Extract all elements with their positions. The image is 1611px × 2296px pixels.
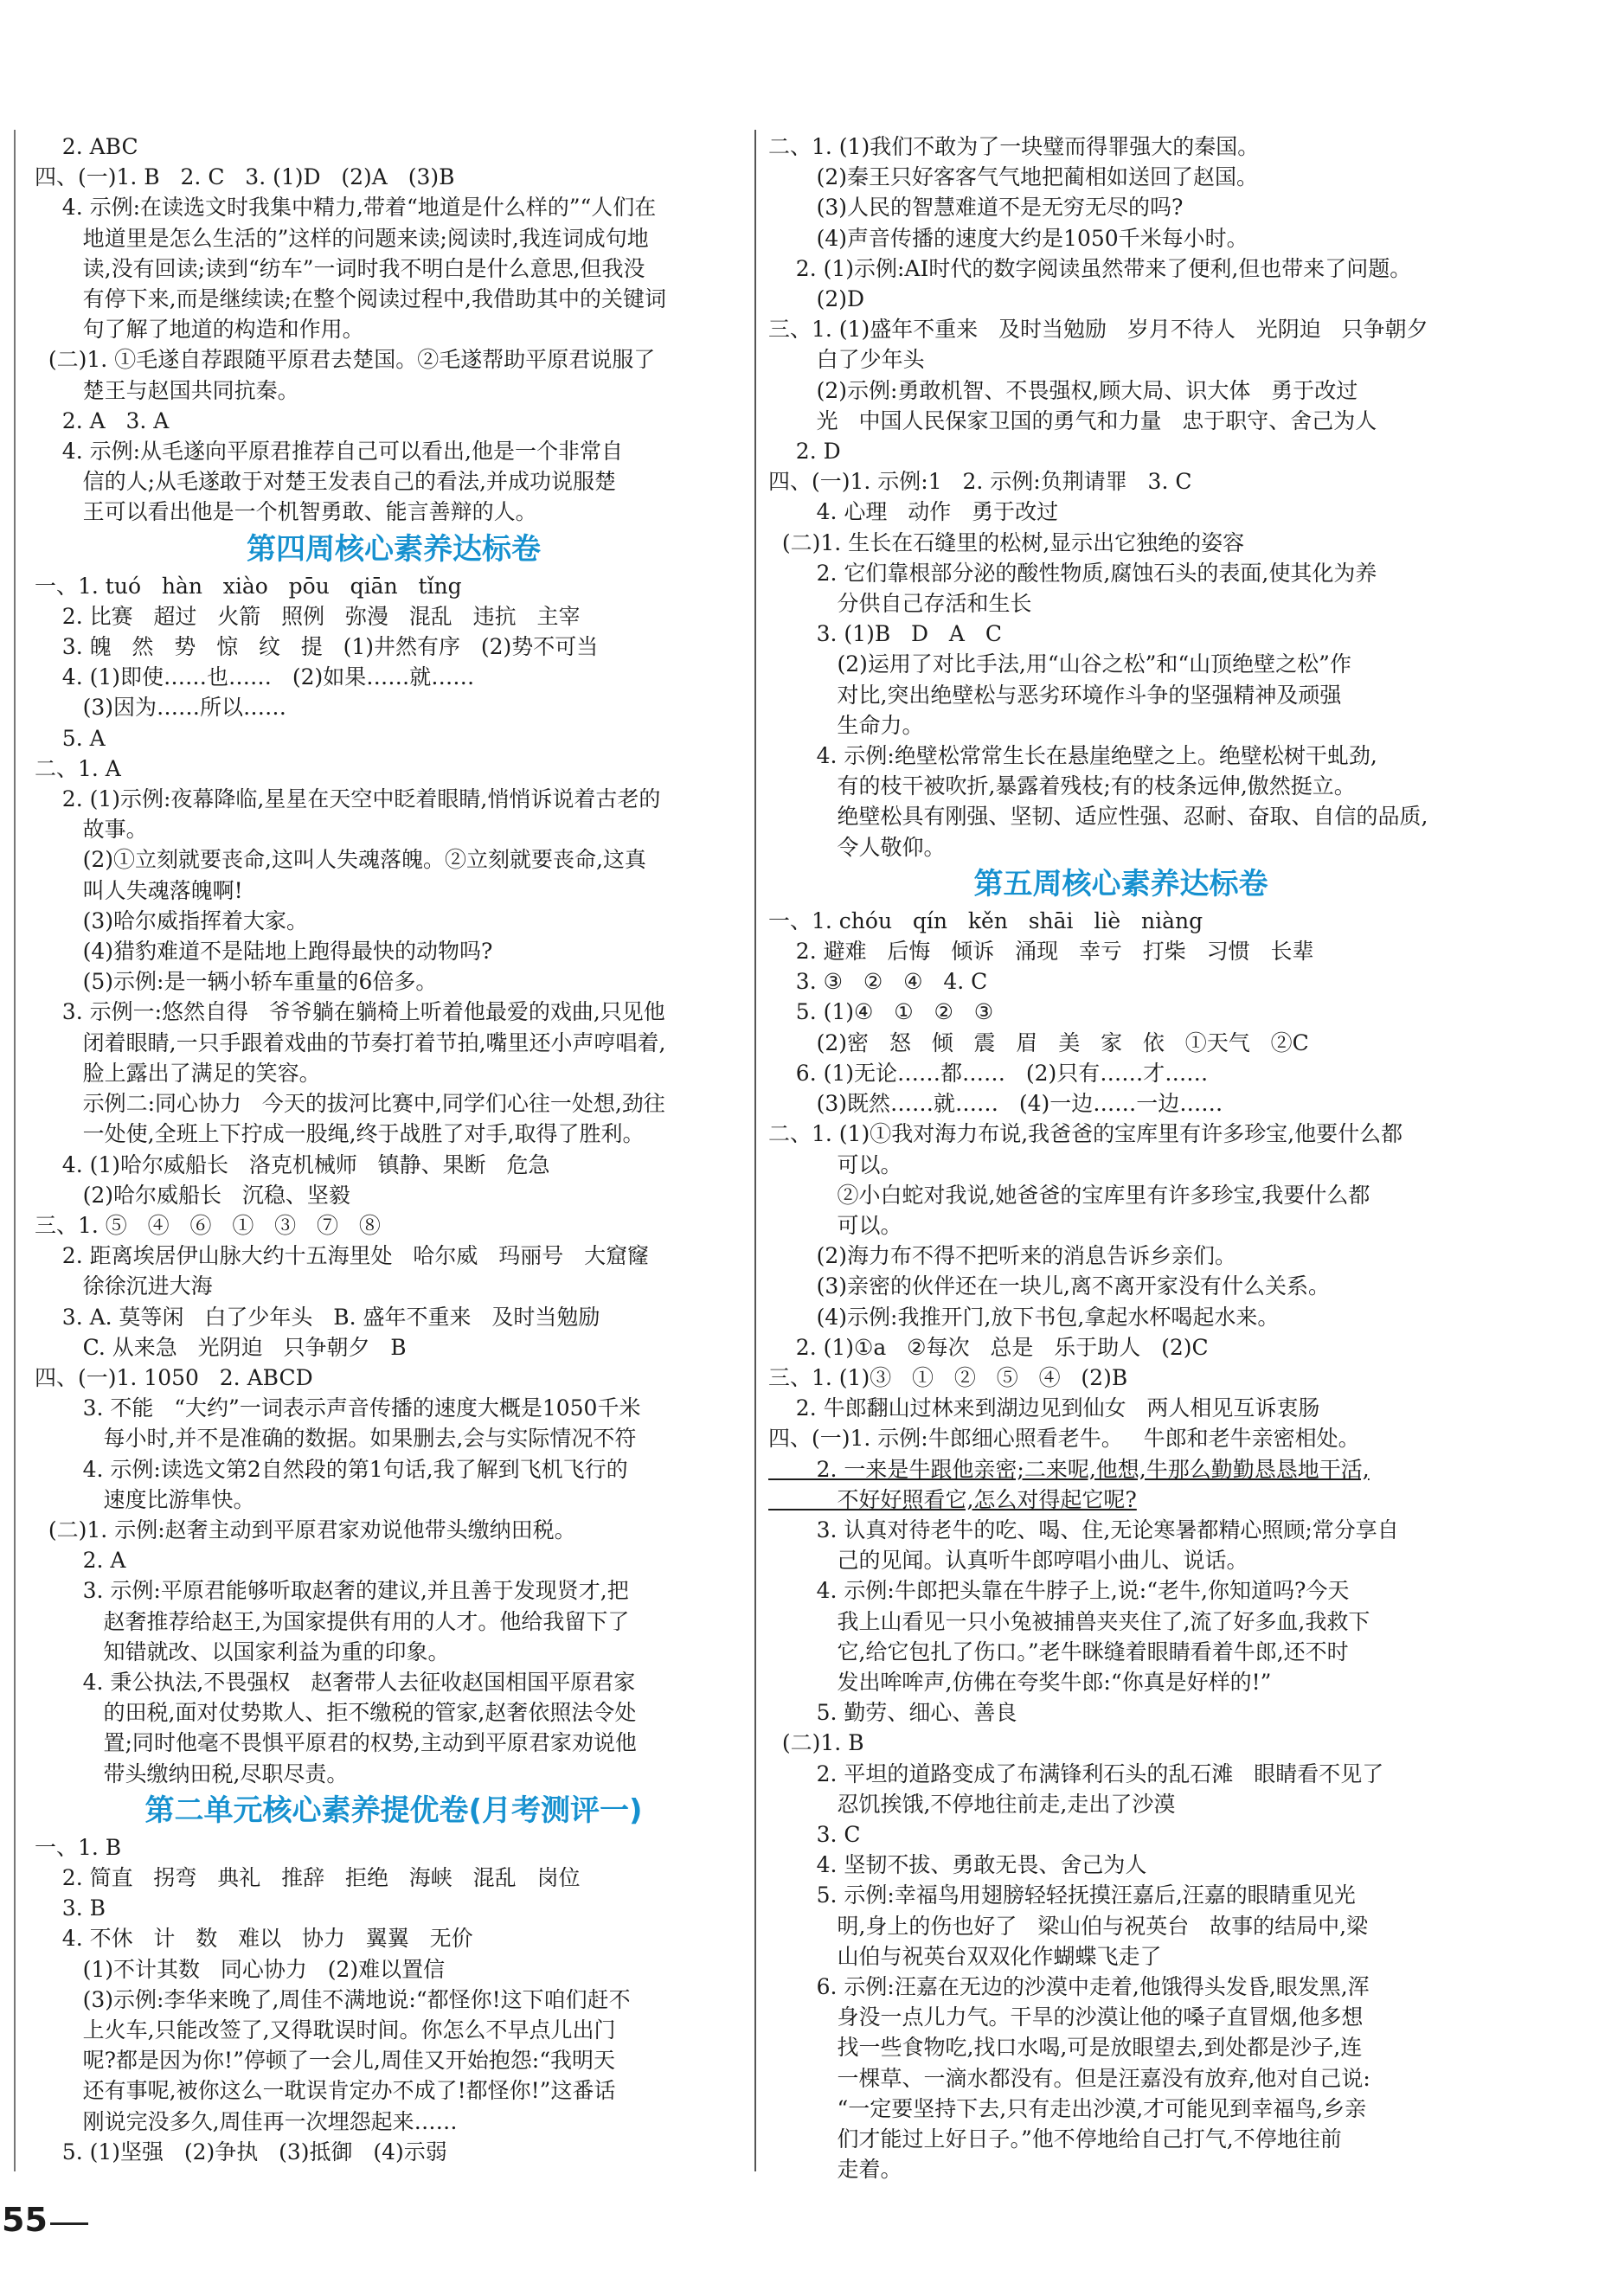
answer-line: 3. 示例一:悠然自得 爷爷躺在躺椅上听着他最爱的戏曲,只见他 (35, 999, 665, 1025)
answer-line: 有停下来,而是继续读;在整个阅读过程中,我借助其中的关键词 (35, 286, 666, 312)
section-heading: 第五周核心素养达标卷 (973, 866, 1268, 901)
answer-line: 速度比游隼快。 (35, 1486, 255, 1512)
answer-line: 可以。 (768, 1212, 902, 1238)
answer-line: ②小白蛇对我说,她爸爸的宝库里有许多珍宝,我要什么都 (768, 1182, 1370, 1208)
answer-line: 地道里是怎么生活的”这样的问题来读;阅读时,我连词成句地 (35, 225, 649, 251)
margin-rule (14, 130, 16, 2171)
answer-line: 一、1. tuó hàn xiào pōu qiān tǐng (35, 573, 462, 599)
answer-line: 有的枝干被吹折,暴露着残枝;有的枝条远伸,傲然挺立。 (768, 773, 1356, 799)
answer-line: (2)密 怒 倾 震 眉 美 家 依 ①天气 ②C (768, 1029, 1309, 1055)
answer-line: 故事。 (35, 817, 148, 843)
answer-line: 四、(一)1. 示例:1 2. 示例:负荆请罪 3. C (768, 469, 1192, 495)
answer-line: 2. ABC (35, 134, 138, 159)
answer-line: 光 中国人民保家卫国的勇气和力量 忠于职守、舍己为人 (768, 407, 1377, 433)
answer-line: (二)1. 生长在石缝里的松树,显示出它独绝的姿容 (768, 529, 1245, 555)
answer-line: (4)声音传播的速度大约是1050千米每小时。 (768, 225, 1248, 251)
answer-line: 4. 坚韧不拔、勇敢无畏、舍己为人 (768, 1852, 1147, 1878)
answer-line: 一、1. B (35, 1834, 122, 1860)
answer-line: 4. 示例:在读选文时我集中精力,带着“地道是什么样的”“人们在 (35, 195, 657, 221)
answer-line: 3. A. 莫等闲 白了少年头 B. 盛年不重来 及时当勉励 (35, 1304, 600, 1330)
answer-line: 示例二:同心协力 今天的拔河比赛中,同学们心往一处想,劲往 (35, 1091, 665, 1117)
answer-line: 4. 示例:牛郎把头靠在牛脖子上,说:“老牛,你知道吗?今天 (768, 1578, 1350, 1604)
answer-line: 6. (1)无论……都…… (2)只有……才…… (768, 1060, 1209, 1086)
answer-line: 4. 示例:从毛遂向平原君推荐自己可以看出,他是一个非常自 (35, 439, 623, 465)
answer-line: 刚说完没多久,周佳再一次埋怨起来…… (35, 2108, 458, 2134)
answer-line: 山伯与祝英台双双化作蝴蝶飞走了 (768, 1943, 1162, 1969)
answer-line: 每小时,并不是准确的数据。如果删去,会与实际情况不符 (35, 1426, 637, 1452)
answer-line: 生命力。 (768, 712, 924, 738)
answer-line: 三、1. (1)盛年不重来 及时当勉励 岁月不待人 光阴迫 只争朝夕 (768, 317, 1428, 343)
answer-line: 找一些食物吃,找口水喝,可是放眼望去,到处都是沙子,连 (768, 2035, 1363, 2061)
answer-line: 它,给它包扎了伤口。”老牛眯缝着眼睛看着牛郎,还不时 (768, 1639, 1349, 1664)
underlined-answer-line: 2. 一来是牛跟他亲密;二来呢,他想,牛那么勤勤恳恳地干活, (768, 1456, 1370, 1482)
answer-line: 知错就改、以国家利益为重的印象。 (35, 1639, 450, 1664)
answer-line: 己的见闻。认真听牛郎哼唱小曲儿、说话。 (768, 1548, 1248, 1574)
page-number: 55 (2, 2201, 48, 2239)
answer-line: (3)因为……所以…… (35, 695, 287, 721)
answer-line: 2. (1)①a ②每次 总是 乐于助人 (2)C (768, 1334, 1209, 1360)
answer-line: 3. 不能 “大约”一词表示声音传播的速度大概是1050千米 (35, 1395, 641, 1421)
answer-line: 绝壁松具有刚强、坚韧、适应性强、忍耐、奋取、自信的品质, (768, 804, 1428, 830)
answer-line: 徐徐沉进大海 (35, 1273, 213, 1299)
answer-line: (3)哈尔威指挥着大家。 (35, 907, 309, 933)
answer-line: 一棵草、一滴水都没有。但是汪嘉没有放弃,他对自己说: (768, 2065, 1370, 2091)
answer-line: 对比,突出绝壁松与恶劣环境作斗争的坚强精神及顽强 (768, 682, 1342, 708)
answer-line: 4. 不休 计 数 难以 协力 翼翼 无价 (35, 1926, 473, 1952)
answer-line: (2)示例:勇敢机智、不畏强权,顾大局、识大体 勇于改过 (768, 377, 1358, 403)
answer-line: 可以。 (768, 1151, 902, 1177)
answer-line: 3. (1)B D A C (768, 621, 1002, 647)
answer-line: 句了解了地道的构造和作用。 (35, 317, 364, 343)
answer-line: (二)1. ①毛遂自荐跟随平原君去楚国。②毛遂帮助平原君说服了 (35, 347, 656, 373)
answer-line: (2)海力布不得不把听来的消息告诉乡亲们。 (768, 1243, 1237, 1269)
answer-line: 的田税,面对仗势欺人、拒不缴税的管家,赵奢依照法令处 (35, 1700, 637, 1726)
answer-line: 四、(一)1. 示例:牛郎细心照看老牛。 牛郎和老牛亲密相处。 (768, 1426, 1360, 1452)
answer-line: 2. 比赛 超过 火箭 照例 弥漫 混乱 违抗 主宰 (35, 603, 581, 629)
answer-line: 走着。 (768, 2157, 902, 2183)
answer-line: 明,身上的伤也好了 梁山伯与祝英台 故事的结局中,梁 (768, 1913, 1369, 1939)
underlined-answer-line: 不好好照看它,怎么对得起它呢? (768, 1486, 1137, 1512)
answer-line: 2. 距离埃居伊山脉大约十五海里处 哈尔威 玛丽号 大窟窿 (35, 1243, 650, 1269)
answer-line: 2. (1)示例:夜幕降临,星星在天空中眨着眼睛,悄悄诉说着古老的 (35, 786, 661, 812)
answer-line: 还有事呢,被你这么一耽误肯定办不成了!都怪你!”这番话 (35, 2078, 616, 2104)
answer-line: (1)不计其数 同心协力 (2)难以置信 (35, 1956, 446, 1982)
answer-line: 三、1. (1)③ ① ② ⑤ ④ (2)B (768, 1364, 1128, 1390)
answer-line: 5. (1)坚强 (2)争执 (3)抵御 (4)示弱 (35, 2139, 447, 2165)
answer-line: 一、1. chóu qín kěn shāi liè niàng (768, 907, 1203, 933)
answer-line: 4. 示例:读选文第2自然段的第1句话,我了解到飞机飞行的 (35, 1456, 628, 1482)
answer-line: (2)①立刻就要丧命,这叫人失魂落魄。②立刻就要丧命,这真 (35, 847, 646, 873)
answer-line: 3. 魄 然 势 惊 纹 提 (1)井然有序 (2)势不可当 (35, 634, 599, 660)
answer-line: 上火车,只能改签了,又得耽误时间。你怎么不早点儿出门 (35, 2017, 616, 2043)
answer-line: 4. 示例:绝壁松常常生长在悬崖绝壁之上。绝壁松树干虬劲, (768, 743, 1377, 769)
answer-line: (4)示例:我推开门,放下书包,拿起水杯喝起水来。 (768, 1304, 1280, 1330)
answer-line: 三、1. ⑤ ④ ⑥ ① ③ ⑦ ⑧ (35, 1212, 381, 1238)
answer-line: (3)人民的智慧难道不是无穷无尽的吗? (768, 195, 1184, 221)
answer-line: 3. C (768, 1821, 861, 1847)
answer-line: (3)既然……就…… (4)一边……一边…… (768, 1091, 1223, 1117)
answer-line: 叫人失魂落魄啊! (35, 877, 243, 903)
right-column (768, 131, 1473, 2184)
answer-line: 我上山看见一只小兔被捕兽夹夹住了,流了好多血,我救下 (768, 1608, 1370, 1634)
answer-line: 四、(一)1. B 2. C 3. (1)D (2)A (3)B (35, 164, 455, 190)
answer-line: 2. 牛郎翻山过林来到湖边见到仙女 两人相见互诉衷肠 (768, 1395, 1320, 1421)
answer-line: 4. (1)即使……也…… (2)如果……就…… (35, 664, 475, 690)
answer-line: (二)1. 示例:赵奢主动到平原君家劝说他带头缴纳田税。 (35, 1517, 576, 1542)
answer-line: 带头缴纳田税,尽职尽责。 (35, 1760, 349, 1786)
answer-line: 2. 避难 后悔 倾诉 涌现 幸亏 打柴 习惯 长辈 (768, 939, 1314, 965)
answer-line: (2)运用了对比手法,用“山谷之松”和“山顶绝壁之松”作 (768, 651, 1351, 677)
answer-line: 二、1. (1)①我对海力布说,我爸爸的宝库里有许多珍宝,他要什么都 (768, 1121, 1403, 1147)
answer-line: 白了少年头 (768, 347, 925, 373)
answer-line: 2. 它们靠根部分泌的酸性物质,腐蚀石头的表面,使其化为养 (768, 560, 1377, 586)
answer-line: 忍饥挨饿,不停地往前走,走出了沙漠 (768, 1791, 1176, 1817)
answer-line: 脸上露出了满足的笑容。 (35, 1060, 321, 1086)
answer-line: (3)亲密的伙伴还在一块儿,离不离开家没有什么关系。 (768, 1273, 1330, 1299)
answer-line: 5. 勤劳、细心、善良 (768, 1700, 1017, 1726)
answer-line: 6. 示例:汪嘉在无边的沙漠中走着,他饿得头发昏,眼发黑,浑 (768, 1973, 1370, 1999)
left-column (35, 131, 753, 2167)
answer-line: (2)D (768, 286, 865, 312)
section-heading: 第四周核心素养达标卷 (247, 531, 541, 567)
answer-line: 赵奢推荐给赵王,为国家提供有用的人才。他给我留下了 (35, 1608, 630, 1634)
answer-line: “一定要坚持下去,只有走出沙漠,才可能见到幸福鸟,乡亲 (768, 2095, 1367, 2121)
column-divider (754, 130, 756, 2171)
answer-line: 二、1. (1)我们不敢为了一块璧而得罪强大的秦国。 (768, 134, 1260, 159)
answer-line: (2)哈尔威船长 沉稳、坚毅 (35, 1182, 350, 1208)
page-number-dash (50, 2222, 88, 2225)
answer-line: 2. A (35, 1548, 126, 1574)
answer-line: 王可以看出他是一个机智勇敢、能言善辩的人。 (35, 499, 537, 525)
answer-line: 2. 平坦的道路变成了布满锋利石头的乱石滩 眼睛看不见了 (768, 1760, 1384, 1786)
answer-line: 令人敬仰。 (768, 834, 946, 860)
answer-line: 置;同时他毫不畏惧平原君的权势,主动到平原君家劝说他 (35, 1730, 637, 1756)
answer-line: 4. 心理 动作 勇于改过 (768, 499, 1059, 525)
answer-line: (4)猎豹难道不是陆地上跑得最快的动物吗? (35, 939, 493, 965)
answer-line: (二)1. B (768, 1730, 864, 1756)
answer-line: 4. 秉公执法,不畏强权 赵奢带人去征收赵国相国平原君家 (35, 1669, 636, 1695)
answer-line: 一处使,全班上下拧成一股绳,终于战胜了对手,取得了胜利。 (35, 1121, 645, 1147)
answer-line: 发出哞哞声,仿佛在夸奖牛郎:“你真是好样的!” (768, 1669, 1272, 1695)
answer-line: 呢?都是因为你!”停顿了一会儿,周佳又开始抱怨:“我明天 (35, 2048, 616, 2074)
answer-line: 四、(一)1. 1050 2. ABCD (35, 1364, 313, 1390)
answer-line: 读,没有回读;读到“纺车”一词时我不明白是什么意思,但我没 (35, 255, 645, 281)
answer-line: 4. (1)哈尔威船长 洛克机械师 镇静、果断 危急 (35, 1151, 550, 1177)
answer-line: 2. A 3. A (35, 407, 170, 433)
answer-line: C. 从来急 光阴迫 只争朝夕 B (35, 1334, 407, 1360)
answer-line: 楚王与赵国共同抗秦。 (35, 377, 299, 403)
answer-line: 2. 简直 拐弯 典礼 推辞 拒绝 海峡 混乱 岗位 (35, 1864, 581, 1890)
section-heading: 第二单元核心素养提优卷(月考测评一) (144, 1793, 643, 1828)
answer-line: 5. (1)④ ① ② ③ (768, 999, 994, 1025)
answer-line: 们才能过上好日子。”他不停地给自己打气,不停地往前 (768, 2126, 1342, 2152)
answer-line: 3. 认真对待老牛的吃、喝、住,无论寒暑都精心照顾;常分享自 (768, 1517, 1399, 1542)
answer-line: 身没一点儿力气。干旱的沙漠让他的嗓子直冒烟,他多想 (768, 2004, 1364, 2030)
answer-line: 二、1. A (35, 755, 121, 781)
answer-line: 5. 示例:幸福鸟用翅膀轻轻抚摸汪嘉后,汪嘉的眼睛重见光 (768, 1882, 1356, 1908)
answer-line: 信的人;从毛遂敢于对楚王发表自己的看法,并成功说服楚 (35, 469, 616, 495)
answer-line: 5. A (35, 725, 106, 751)
answer-line: (3)示例:李华来晚了,周佳不满地说:“都怪你!这下咱们赶不 (35, 1986, 631, 2012)
answer-line: 闭着眼睛,一只手跟着戏曲的节奏打着节拍,嘴里还小声哼唱着, (35, 1029, 666, 1055)
answer-line: (5)示例:是一辆小轿车重量的6倍多。 (35, 969, 438, 995)
answer-line: 3. 示例:平原君能够听取赵奢的建议,并且善于发现贤才,把 (35, 1578, 629, 1604)
answer-line: (2)秦王只好客客气气地把蔺相如送回了赵国。 (768, 164, 1259, 190)
answer-line: 2. D (768, 439, 841, 465)
answer-line: 分供自己存活和生长 (768, 591, 1032, 617)
answer-line: 2. (1)示例:AI时代的数字阅读虽然带来了便利,但也带来了问题。 (768, 255, 1412, 281)
answer-line: 3. B (35, 1895, 106, 1921)
answer-line: 3. ③ ② ④ 4. C (768, 969, 988, 995)
